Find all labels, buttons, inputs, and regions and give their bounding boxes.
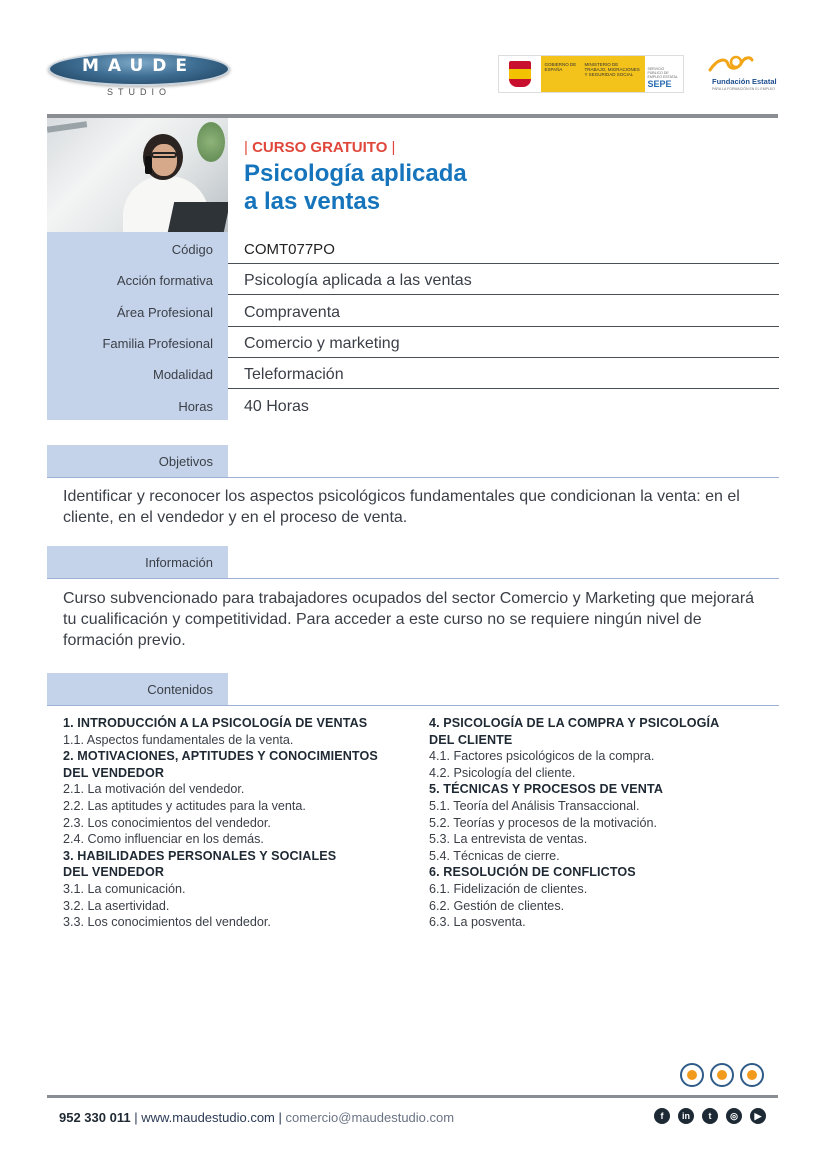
sepe-small: SERVICIO PÚBLICO DE EMPLEO ESTATAL (647, 67, 678, 79)
info-row-label: Acción formativa (116, 273, 213, 288)
gobierno-sepe-logo (498, 55, 684, 93)
contents-column-left (63, 715, 378, 931)
footer-email-link[interactable]: comercio@maudestudio.com (285, 1110, 455, 1125)
footer-contact: 952 330 011 | www.maudestudio.com | comercio@maudestudio.com (59, 1110, 455, 1125)
info-row-value: Psicología aplicada a las ventas (244, 272, 472, 289)
contents-item: 4.2. Psicología del cliente. (429, 765, 576, 780)
contents-item: 2.3. Los conocimientos del vendedor. (63, 815, 271, 830)
social-links (654, 1108, 766, 1124)
facebook-icon[interactable]: f (654, 1108, 670, 1124)
contents-heading: DEL VENDEDOR (63, 865, 165, 880)
contents-item: 2.2. Las aptitudes y actitudes para la venta. (63, 798, 306, 813)
info-row (47, 327, 779, 358)
gov-text-1: GOBIERNO DE ESPAÑA (544, 62, 577, 72)
info-row (47, 264, 779, 295)
page-title: Psicología aplicada a las ventas (244, 160, 467, 215)
contents-item: 2.4. Como influenciar en los demás. (63, 832, 264, 847)
contents-item: 6.3. La posventa. (429, 915, 526, 930)
quality-badge-icon (680, 1063, 704, 1087)
contents-item: 6.1. Fidelización de clientes. (429, 881, 588, 896)
section-informacion-header (47, 546, 779, 579)
youtube-icon[interactable]: ▶ (750, 1108, 766, 1124)
course-photo (47, 118, 228, 232)
logo-brand-text: MAUDE (81, 56, 197, 76)
section-objetivos-header (47, 445, 779, 478)
bottom-divider (47, 1095, 778, 1098)
contents-column-right (429, 715, 719, 931)
contents-item: 5.1. Teoría del Análisis Transaccional. (429, 798, 640, 813)
section-title: Información (145, 555, 213, 570)
info-row-label: Modalidad (153, 367, 213, 382)
row-divider (228, 388, 779, 389)
info-row (47, 296, 779, 327)
contents-item: 5.4. Técnicas de cierre. (429, 848, 560, 863)
info-row-value: 40 Horas (244, 398, 309, 415)
contents-item: 2.1. La motivación del vendedor. (63, 782, 245, 797)
info-row-value: Compraventa (244, 304, 341, 321)
contents-item: 4.1. Factores psicológicos de la compra. (429, 749, 655, 764)
contents-item: 1.1. Aspectos fundamentales de la venta. (63, 732, 294, 747)
info-row (47, 390, 779, 421)
info-row-label: Familia Profesional (102, 336, 213, 351)
contents-item: 5.2. Teorías y procesos de la motivación. (429, 815, 657, 830)
row-divider (228, 294, 779, 295)
fundacion-estatal-logo (702, 54, 780, 94)
course-type-text: CURSO GRATUITO (252, 139, 388, 156)
informacion-text: Curso subvencionado para trabajadores ocupados del sector Comercio y Marketing que mejorará tu cualificación y competitividad. Para acceder a este curso no se requiere ningún nivel de formación previo. (63, 590, 755, 649)
contents-heading: 2. MOTIVACIONES, APTITUDES Y CONOCIMIENTOS (63, 749, 378, 764)
objetivos-text: Identificar y reconocer los aspectos psicológicos fundamentales que condicionan la venta: en el cliente, en el vendedor y en el proceso de venta. (63, 488, 740, 526)
info-row-label: Código (171, 242, 213, 257)
instagram-icon[interactable]: ◎ (726, 1108, 742, 1124)
fundacion-mark-icon (708, 54, 754, 74)
info-row-label: Horas (178, 399, 213, 414)
contents-item: 6.2. Gestión de clientes. (429, 898, 565, 913)
info-row-value: COMT077PO (244, 241, 335, 258)
info-row-label: Área Profesional (116, 305, 213, 320)
info-row-value: Teleformación (244, 366, 344, 383)
contents-heading: 5. TÉCNICAS Y PROCESOS DE VENTA (429, 782, 664, 797)
info-row (47, 233, 779, 264)
fundacion-tag: PARA LA FORMACIÓN EN EL EMPLEO (712, 87, 776, 91)
section-title: Contenidos (147, 682, 213, 697)
contents-heading: DEL VENDEDOR (63, 765, 165, 780)
maude-studio-logo (48, 52, 228, 100)
info-row-value: Comercio y marketing (244, 335, 400, 352)
contents-item: 5.3. La entrevista de ventas. (429, 832, 588, 847)
linkedin-icon[interactable]: in (678, 1108, 694, 1124)
section-contenidos-header (47, 673, 779, 706)
section-title: Objetivos (158, 454, 213, 469)
contents-item: 3.2. La asertividad. (63, 898, 170, 913)
footer-phone[interactable]: 952 330 011 (59, 1110, 131, 1125)
course-type-label: | CURSO GRATUITO | (244, 139, 396, 156)
info-row (47, 358, 779, 389)
logo-brand-sub: STUDIO (106, 87, 171, 97)
contents-heading: 1. INTRODUCCIÓN A LA PSICOLOGÍA DE VENTAS (63, 716, 368, 730)
contents-heading: 6. RESOLUCIÓN DE CONFLICTOS (429, 865, 636, 880)
quality-badge-icon (710, 1063, 734, 1087)
gov-text-2: MINISTERIO DE TRABAJO, MIGRACIONES Y SEGURIDAD SOCIAL (584, 62, 640, 77)
quality-badges (680, 1063, 770, 1089)
quality-badge-icon (740, 1063, 764, 1087)
contents-heading: 4. PSICOLOGÍA DE LA COMPRA Y PSICOLOGÍA (429, 716, 720, 730)
fundacion-name: Fundación Estatal (712, 77, 777, 86)
footer-website-link[interactable]: www.maudestudio.com (141, 1110, 275, 1125)
spain-shield-icon (499, 56, 541, 92)
sepe-label: SEPE (647, 79, 672, 89)
contents-heading: DEL CLIENTE (429, 732, 513, 747)
contents-item: 3.3. Los conocimientos del vendedor. (63, 915, 271, 930)
contents-heading: 3. HABILIDADES PERSONALES Y SOCIALES (63, 848, 337, 863)
twitter-icon[interactable]: t (702, 1108, 718, 1124)
contents-item: 3.1. La comunicación. (63, 881, 186, 896)
